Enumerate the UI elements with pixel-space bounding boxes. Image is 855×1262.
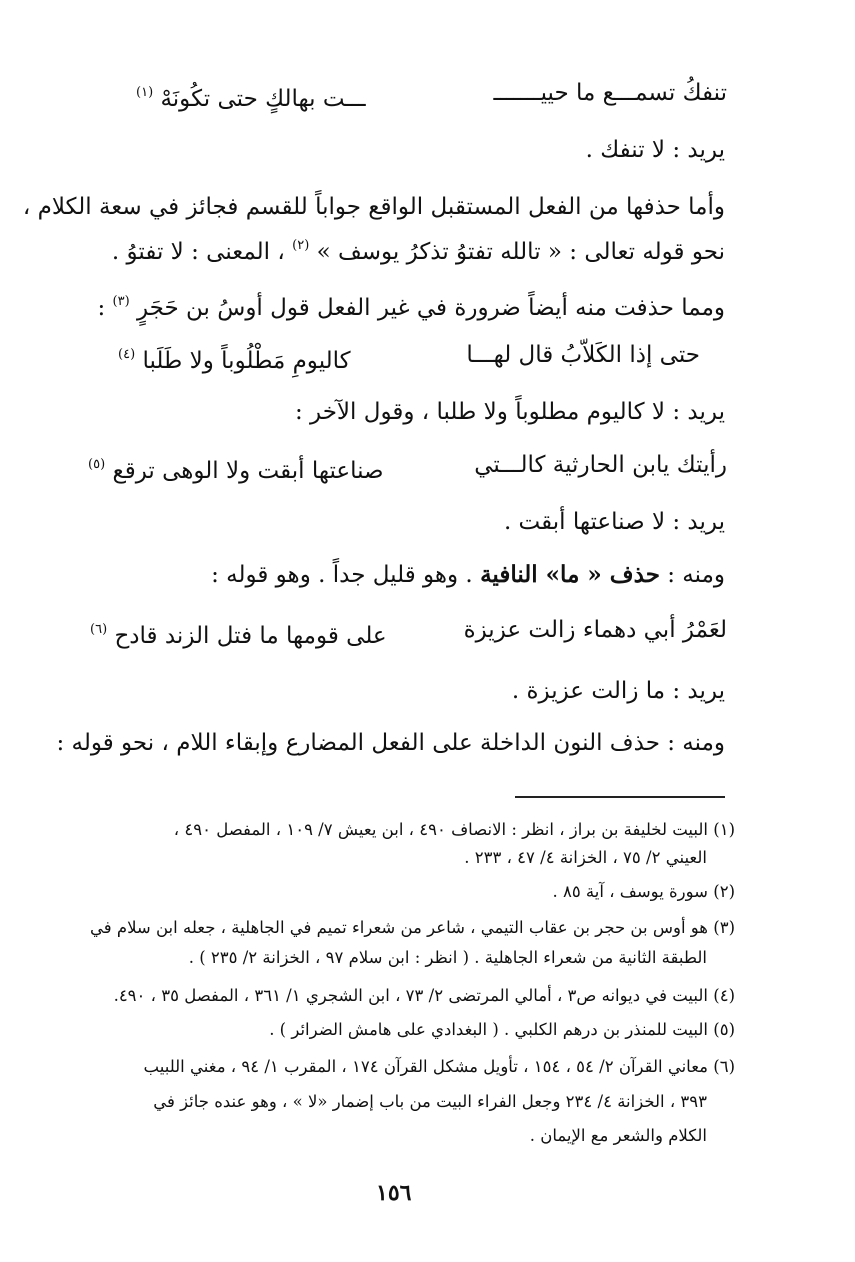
verse-4-right-text: لعَمْرُ أبي دهماء زالت عزيزة: [463, 617, 727, 643]
text-line: يريد : ما زالت عزيزة .: [511, 678, 725, 704]
verse-1-left-text: ـــت بهالكٍ حتى تكُونَهْ: [160, 86, 366, 112]
text-line: [211, 560, 725, 590]
verse-3-first-hemistich: [474, 450, 727, 480]
verse-4-first-hemistich: [464, 615, 727, 645]
footnote-5: (٥) البيت للمنذر بن درهم الكلبي . ( البغدادي على هامش الضرائر ) .: [269, 1020, 735, 1039]
text-segment: ، المعنى : لا تفتوُ .: [111, 239, 285, 265]
verse-4-left-text: على قومها ما فتل الزند قادح: [114, 623, 387, 649]
footnote-ref: (٣): [112, 294, 130, 309]
text-line: يريد : لا تنفك .: [585, 137, 725, 163]
text-segment: ومما حذفت منه أيضاً ضرورة في غير الفعل قول أوسُ بن حَجَرٍ: [136, 295, 725, 321]
footnote-1: (١) البيت لخليفة بن براز ، انظر : الانصاف ٤٩٠ ، ابن يعيش ٧/ ١٠٩ ، المفصل ٤٩٠ ،: [173, 820, 735, 839]
text-line: يريد : لا صناعتها أبقت .: [503, 509, 725, 535]
footnote-ref: (٥): [88, 457, 106, 472]
text-line: ومنه : حذف النون الداخلة على الفعل المضارع وإبقاء اللام ، نحو قوله :: [56, 730, 725, 756]
verse-1-right-text: تنفكُ تسمـــع ما حييـــــــ: [493, 80, 727, 106]
verse-3-second-hemistich: [88, 450, 384, 486]
verse-1-second-hemistich: [136, 78, 366, 114]
verse-2-left-text: كاليومِ مَطْلُوباً ولا طَلَبا: [142, 348, 351, 374]
footnote-ref: (٤): [118, 347, 136, 362]
footnote-2: (٢) سورة يوسف ، آية ٨٥ .: [552, 882, 735, 901]
footnote-6-cont: الكلام والشعر مع الإيمان .: [529, 1126, 707, 1145]
text-line: يريد : لا كاليوم مطلوباً ولا طلبا ، وقول الآخر :: [294, 399, 725, 425]
text-segment: . وهو قليل جداً . وهو قوله :: [211, 562, 473, 588]
footnote-6-cont: ٣٩٣ ، الخزانة ٤/ ٢٣٤ وجعل الفراء البيت من باب إضمار «لا » ، وهو عنده جائز في: [153, 1092, 707, 1111]
verse-3-left-text: صناعتها أبقت ولا الوهى ترقع: [112, 458, 384, 484]
verse-2-second-hemistich: [118, 340, 351, 376]
text-segment: نحو قوله تعالى : « تالله تفتوُ تذكرُ يوسف »: [316, 239, 725, 265]
footnote-3-cont: الطبقة الثانية من شعراء الجاهلية . ( انظر : ابن سلام ٩٧ ، الخزانة ٢/ ٢٣٥ ) .: [188, 948, 707, 967]
text-line: وأما حذفها من الفعل المستقبل الواقع جواباً للقسم فجائز في سعة الكلام ،: [22, 194, 725, 220]
footnote-6: (٦) معاني القرآن ٢/ ٥٤ ، ١٥٤ ، تأويل مشكل القرآن ١٧٤ ، المقرب ١/ ٩٤ ، مغني اللبيب: [143, 1057, 735, 1076]
bold-heading: حذف « ما» النافية: [480, 561, 660, 588]
footnote-ref: (١): [136, 85, 154, 100]
text-line: [97, 287, 725, 323]
text-segment: ومنه :: [659, 562, 725, 588]
verse-2-first-hemistich: [466, 340, 700, 370]
footnote-1-cont: العيني ٢/ ٧٥ ، الخزانة ٤/ ٤٧ ، ٢٣٣ .: [464, 848, 707, 867]
footnote-3: (٣) هو أوس بن حجر بن عقاب التيمي ، شاعر من شعراء تميم في الجاهلية ، جعله ابن سلام في: [89, 918, 735, 937]
footnote-separator: [515, 796, 725, 798]
text-segment: :: [97, 295, 106, 321]
verse-3-right-text: رأيتك يابن الحارثية كالـــتي: [474, 452, 727, 478]
footnote-4: (٤) البيت في ديوانه ص٣ ، أمالي المرتضى ٢/ ٧٣ ، ابن الشجري ١/ ٣٦١ ، المفصل ٣٥ ، ٤٩٠.: [113, 986, 735, 1005]
page-number: ١٥٦: [376, 1180, 412, 1206]
verse-1-first-hemistich: [493, 78, 727, 108]
text-line: [112, 231, 725, 267]
footnote-ref: (٢): [292, 238, 310, 253]
verse-2-right-text: حتى إذا الكَلاّبُ قال لهـــا: [466, 342, 700, 368]
footnote-ref: (٦): [90, 622, 108, 637]
verse-4-second-hemistich: [90, 615, 387, 651]
